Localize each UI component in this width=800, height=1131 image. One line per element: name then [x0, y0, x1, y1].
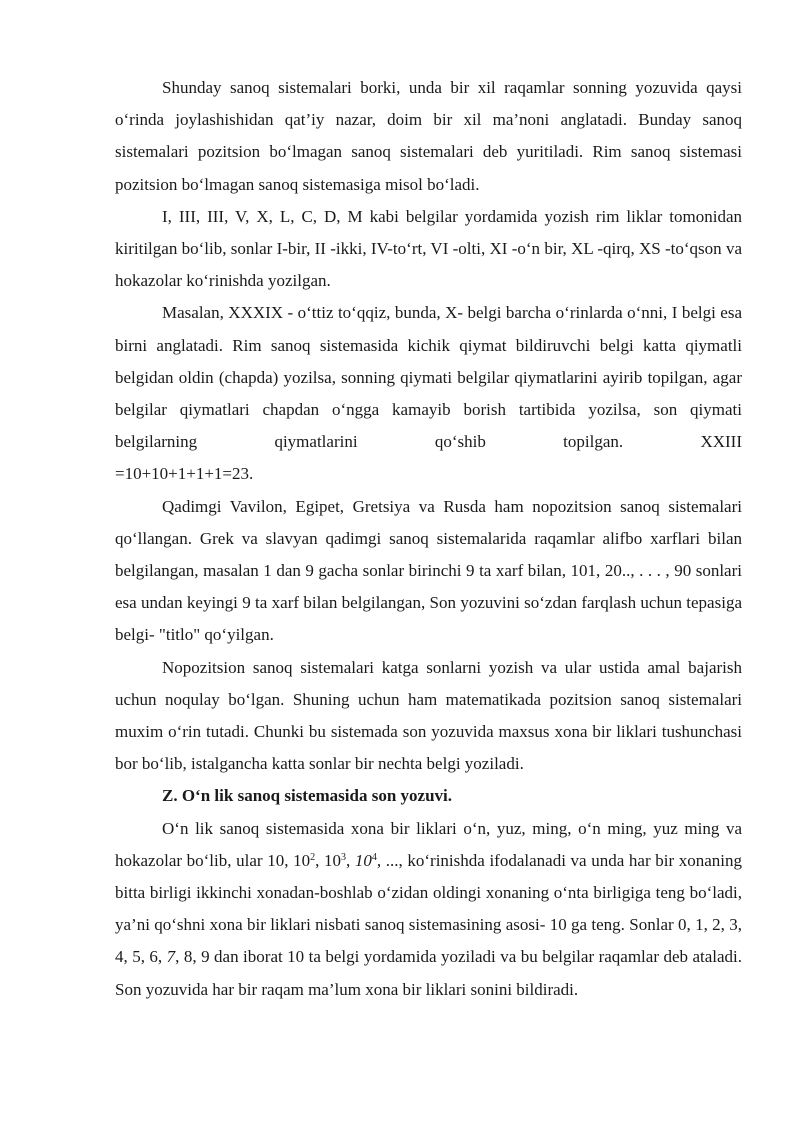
paragraph-roman-example-cont: =10+10+1+1+1=23.	[115, 464, 254, 484]
document-page	[115, 72, 742, 1006]
paragraph-roman-example: Masalan, XXXIX - o‘ttiz to‘qqiz, bunda, X- belgi barcha o‘rinlarda o‘nni, I belgi esa birni anglatadi. Rim sanoq sistemasida kichik qiymat bildiruvchi belgi katta qiymatli belgidan oldin (chapda) yozilsa, sonning qiymati belgilar qiymatlarini ayirib topilgan, agar belgilar qiymatlari chapdan o‘ngga kamayib borish tartibida yozilsa, son qiymati belgilarning qiymatlarini qo‘shib topilgan. XXIII	[115, 303, 742, 452]
p6-text-mid1: , 10	[315, 850, 341, 870]
paragraph-roman-symbols: I, III, III, V, X, L, C, D, M kabi belgilar yordamida yozish rim liklar tomonidan kiritilgan bo‘lib, sonlar I-bir, II -ikki, IV-to‘rt, VI -olti, XI -o‘n bir, XL -qirq, XS -to‘qson va hokazolar ko‘rinishda yozilgan.	[115, 206, 742, 291]
p6-text-after: , ..., ko‘rinishda ifodalanadi va unda har bir xonaning bitta birligi ikkinchi xonadan-boshlab o‘zidan oldingi xonaning o‘nta birligiga teng bo‘ladi, ya’ni qo‘shni xona bir liklari nisbati sanoq sistemasining asosi- 10 ga teng. Sonlar 0, 1, 2, 3, 4, 5, 6,	[115, 850, 743, 967]
p6-text-mid2: ,	[345, 850, 355, 870]
exponent-2: 2	[310, 851, 316, 863]
exponent-4: 4	[371, 851, 377, 863]
section-heading: Z. O‘n lik sanoq sistemasida son yozuvi.	[162, 786, 453, 806]
italic-digit-7: 7	[166, 947, 176, 967]
exponent-3: 3	[340, 851, 346, 863]
paragraph-decimal-system	[115, 813, 742, 1006]
p6-text-end: , 8, 9 dan iborat 10 ta belgi yordamida yoziladi va bu belgilar raqamlar deb ataladi. Son yozuvida har bir raqam ma’lum xona bir liklari sonini bildiradi.	[115, 947, 743, 999]
paragraph-ancient-systems: Qadimgi Vavilon, Egipet, Gretsiya va Rusda ham nopozitsion sanoq sistemalari qo‘llangan. Grek va slavyan qadimgi sanoq sistemalarida raqamlar alifbo xarflari bilan belgilangan, masalan 1 dan 9 gacha sonlar birinchi 9 ta xarf bilan, 101, 20.., . . . , 90 sonlari esa undan keyingi 9 ta xarf bilan belgilangan, Son yozuvini so‘zdan farqlash uchun tepasiga belgi- "titlo" qo‘yilgan.	[115, 496, 742, 645]
paragraph-positional-definition: Shunday sanoq sistemalari borki, unda bir xil raqamlar sonning yozuvida qaysi o‘rinda joylashishidan qat’iy nazar, doim bir xil ma’noni anglatadi. Bunday sanoq sistemalari pozitsion bo‘lmagan sanoq sistemalari deb yuritiladi. Rim sanoq sistemasi pozitsion bo‘lmagan sanoq sistemasiga misol bo‘ladi.	[115, 78, 742, 194]
p6-text-before: O‘n lik sanoq sistemasida xona bir liklari o‘n, yuz, ming, o‘n ming, yuz ming va hokazolar bo‘lib, ular 10, 10	[115, 818, 742, 870]
paragraph-nonpositional-drawbacks: Nopozitsion sanoq sistemalari katga sonlarni yozish va ular ustida amal bajarish uchun noqulay bo‘lgan. Shuning uchun ham matematikada pozitsion sanoq sistemalari muxim o‘rin tutadi. Chunki bu sistemada son yozuvida maxsus xona bir liklari tushunchasi bor bo‘lib, istalgancha katta sonlar bir nechta belgi yoziladi.	[115, 657, 742, 774]
italic-base-10: 10	[354, 850, 372, 870]
